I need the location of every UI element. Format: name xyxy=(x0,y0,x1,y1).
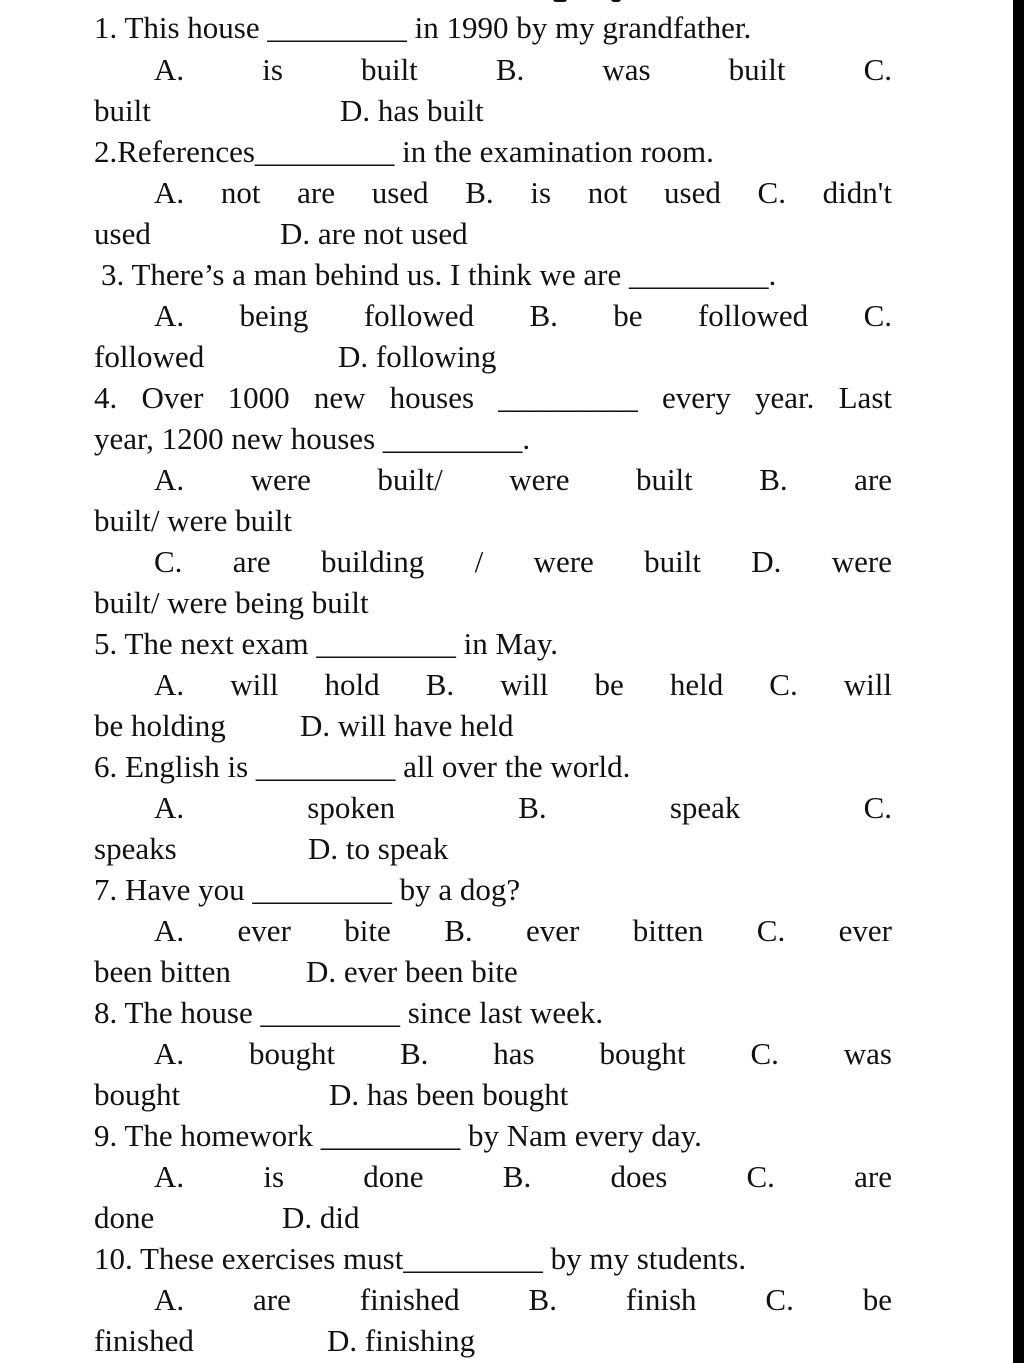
question-1-options-line-2a: built xyxy=(94,93,151,128)
question-4-options-line-3: C. are building / were built D. were xyxy=(154,544,892,579)
question-8-stem: 8. The house _________ since last week. xyxy=(94,995,604,1030)
question-6-option-d: D. to speak xyxy=(308,831,449,866)
question-6-options-line-1: A. spoken B. speak C. xyxy=(154,790,892,825)
question-3-option-d: D. following xyxy=(338,339,497,374)
question-1-options-line-1: A. is built B. was built C. xyxy=(154,52,892,87)
question-4-stem-line-2: year, 1200 new houses _________. xyxy=(94,421,531,456)
question-2-option-d: D. are not used xyxy=(280,216,468,251)
question-10-stem: 10. These exercises must_________ by my students. xyxy=(94,1241,747,1276)
question-7-options-line-2a: been bitten xyxy=(94,954,231,989)
question-4-options-line-2: built/ were built xyxy=(94,503,293,538)
question-9-stem: 9. The homework _________ by Nam every day. xyxy=(94,1118,702,1153)
question-5-stem: 5. The next exam _________ in May. xyxy=(94,626,559,661)
question-10-option-d: D. finishing xyxy=(327,1323,476,1358)
question-7-options-line-1: A. ever bite B. ever bitten C. ever xyxy=(154,913,892,948)
question-10-options-line-2a: finished xyxy=(94,1323,194,1358)
question-4-options-line-4: built/ were being built xyxy=(94,585,369,620)
question-4-stem-line-1: 4. Over 1000 new houses _________ every year. Last xyxy=(94,380,892,415)
question-10-options-line-1: A. are finished B. finish C. be xyxy=(154,1282,892,1317)
question-6-options-line-2a: speaks xyxy=(94,831,177,866)
question-6-stem: 6. English is _________ all over the world. xyxy=(94,749,631,784)
question-2-stem: 2.References_________ in the examination room. xyxy=(94,134,714,169)
question-9-options-line-1: A. is done B. does C. are xyxy=(154,1159,892,1194)
cropped-header-fragment xyxy=(611,0,621,2)
cropped-header-fragment xyxy=(553,0,567,2)
question-2-options-line-1: A. not are used B. is not used C. didn't xyxy=(154,175,892,210)
question-3-options-line-1: A. being followed B. be followed C. xyxy=(154,298,892,333)
question-7-stem: 7. Have you _________ by a dog? xyxy=(94,872,521,907)
question-2-options-line-2a: used xyxy=(94,216,151,251)
question-8-options-line-1: A. bought B. has bought C. was xyxy=(154,1036,892,1071)
question-1-option-d: D. has built xyxy=(340,93,484,128)
question-1-stem: 1. This house _________ in 1990 by my grandfather. xyxy=(94,10,752,45)
question-3-options-line-2a: followed xyxy=(94,339,205,374)
question-7-option-d: D. ever been bite xyxy=(306,954,518,989)
question-5-options-line-1: A. will hold B. will be held C. will xyxy=(154,667,892,702)
question-3-stem: 3. There’s a man behind us. I think we are _________. xyxy=(101,257,777,292)
question-4-options-line-1: A. were built/ were built B. are xyxy=(154,462,892,497)
question-8-option-d: D. has been bought xyxy=(329,1077,569,1112)
question-5-options-line-2a: be holding xyxy=(94,708,226,743)
question-8-options-line-2a: bought xyxy=(94,1077,181,1112)
question-9-option-d: D. did xyxy=(282,1200,360,1235)
question-5-option-d: D. will have held xyxy=(300,708,514,743)
question-9-options-line-2a: done xyxy=(94,1200,155,1235)
